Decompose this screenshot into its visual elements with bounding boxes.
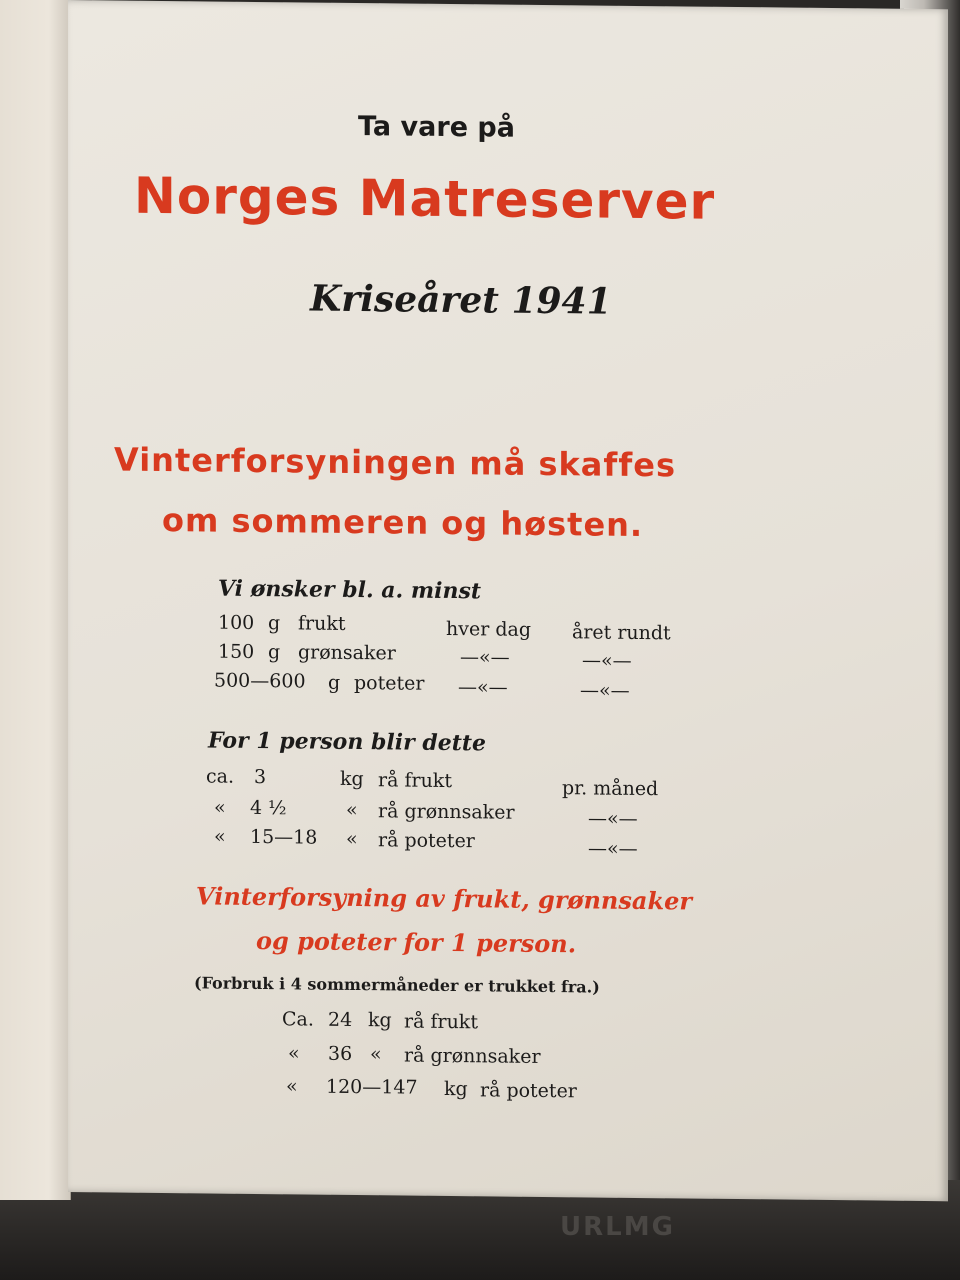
monthly-prefix: «	[214, 825, 226, 848]
monthly-unit: «	[346, 827, 358, 851]
daily-period: —«—	[580, 679, 630, 702]
winter-unit: kg	[444, 1077, 468, 1101]
embossed-cover-text: URLMG	[560, 1212, 675, 1242]
daily-amount: 100	[218, 611, 255, 634]
monthly-unit: kg	[340, 767, 364, 791]
daily-item: poteter	[354, 671, 425, 695]
page-title: Norges Matreserver	[134, 166, 716, 231]
daily-section-title: Vi ønsker bl. a. minst	[218, 575, 482, 605]
monthly-amount: 15—18	[250, 825, 318, 849]
daily-item: grønsaker	[298, 641, 396, 665]
winter-item: rå poteter	[480, 1079, 577, 1103]
booklet-page	[68, 0, 948, 1201]
daily-unit: g	[268, 612, 281, 635]
daily-amount: 500—600	[214, 669, 306, 693]
monthly-prefix: «	[214, 796, 226, 819]
daily-per: hver dag	[446, 617, 531, 641]
monthly-item: rå poteter	[378, 829, 475, 853]
winter-amount: 36	[328, 1042, 353, 1065]
winter-title-line-2: og poteter for 1 person.	[256, 925, 577, 959]
monthly-period: —«—	[588, 807, 638, 830]
daily-unit: g	[328, 671, 341, 694]
monthly-item: rå grønnsaker	[378, 800, 515, 824]
headline-line-1: Vinterforsyningen må skaffes	[114, 440, 676, 485]
monthly-amount: 4 ½	[250, 796, 287, 820]
winter-item: rå frukt	[404, 1010, 478, 1034]
daily-period: året rundt	[572, 621, 671, 645]
winter-note: (Forbruk i 4 sommermåneder er trukket fra.)	[194, 973, 600, 997]
daily-period: —«—	[582, 649, 632, 672]
kicker-text: Ta vare på	[358, 111, 515, 144]
daily-per: —«—	[458, 676, 508, 699]
daily-per: —«—	[460, 646, 510, 669]
winter-prefix: Ca.	[282, 1008, 314, 1031]
monthly-amount: 3	[254, 765, 267, 789]
monthly-item: rå frukt	[378, 769, 452, 793]
winter-unit: «	[370, 1043, 382, 1066]
monthly-period: —«—	[588, 837, 638, 860]
winter-amount: 24	[328, 1008, 353, 1031]
monthly-section-title: For 1 person blir dette	[208, 727, 487, 757]
winter-amount: 120—147	[326, 1075, 418, 1099]
headline-line-2: om sommeren og høsten.	[162, 500, 644, 545]
winter-prefix: «	[286, 1075, 298, 1098]
winter-item: rå grønnsaker	[404, 1044, 541, 1068]
monthly-prefix: ca.	[206, 765, 235, 788]
winter-title-line-1: Vinterforsyning av frukt, grønnsaker	[196, 881, 692, 916]
winter-unit: kg	[368, 1009, 392, 1032]
monthly-unit: «	[346, 798, 358, 822]
subtitle-year: Kriseåret 1941	[310, 277, 612, 323]
daily-item: frukt	[298, 612, 346, 635]
daily-unit: g	[268, 641, 281, 664]
daily-amount: 150	[218, 640, 255, 663]
monthly-period: pr. måned	[562, 777, 659, 801]
winter-prefix: «	[288, 1042, 300, 1065]
previous-page-edge	[0, 0, 71, 1200]
